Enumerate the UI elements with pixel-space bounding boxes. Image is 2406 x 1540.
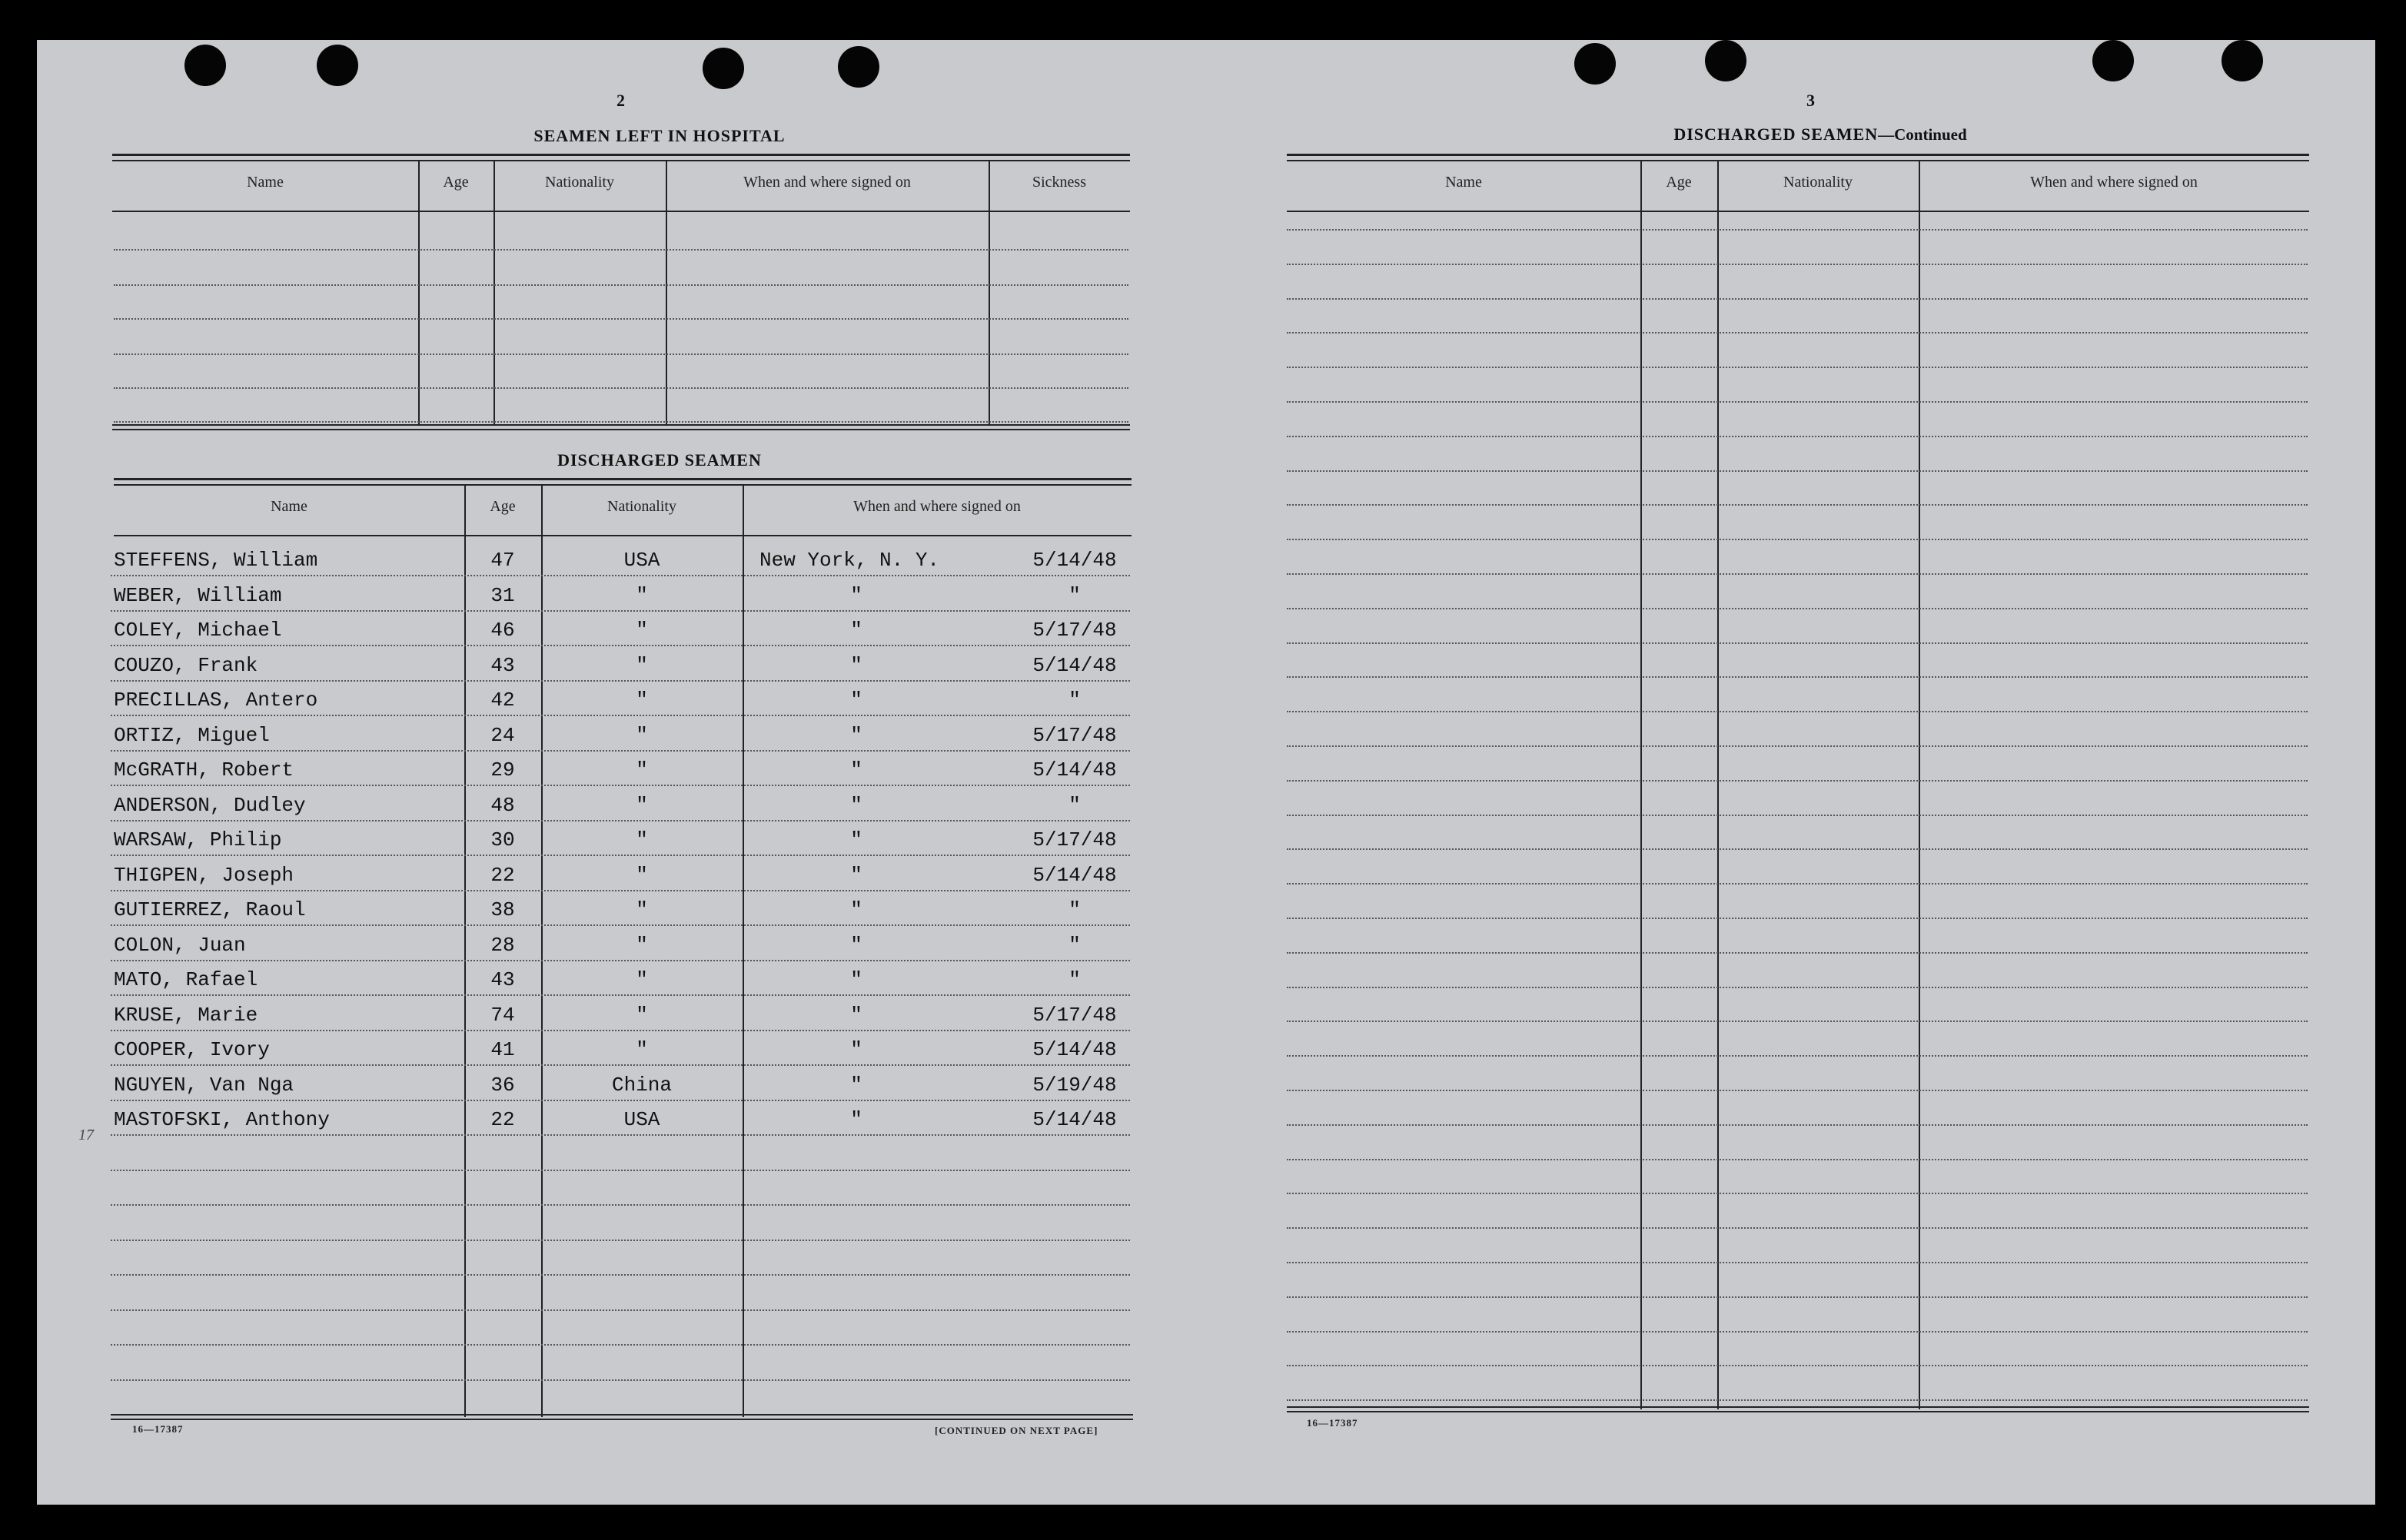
signed-on-date: " <box>1068 898 1081 921</box>
dotted-row-line <box>111 890 1130 891</box>
dotted-row-line <box>111 1134 1130 1136</box>
seaman-age: 22 <box>490 1108 515 1131</box>
dotted-row-line <box>1287 848 2308 850</box>
dotted-row-line <box>111 1240 1130 1241</box>
dotted-row-line <box>1287 1193 2308 1194</box>
dotted-row-line <box>1287 470 2308 472</box>
seaman-age: 22 <box>490 864 515 887</box>
signed-on-place: " <box>850 1108 862 1131</box>
dotted-row-line <box>1287 1365 2308 1366</box>
table-bottom-rule <box>112 429 1130 430</box>
seaman-nationality: " <box>636 794 648 817</box>
seaman-nationality: " <box>636 864 648 887</box>
dotted-row-line <box>1287 815 2308 816</box>
signed-on-place: " <box>850 794 862 817</box>
dotted-row-line <box>1287 298 2308 300</box>
column-header: Age <box>490 498 516 515</box>
signed-on-date: 5/17/48 <box>1032 619 1117 642</box>
punch-hole <box>1705 40 1746 81</box>
signed-on-place: " <box>850 758 862 782</box>
seaman-name: STEFFENS, William <box>114 549 318 572</box>
dotted-row-line <box>111 994 1130 996</box>
signed-on-place: " <box>850 864 862 887</box>
signed-on-place: " <box>850 968 862 991</box>
dotted-row-line <box>111 575 1130 576</box>
dotted-row-line <box>114 318 1128 320</box>
signed-on-place: " <box>850 654 862 677</box>
column-header: Sickness <box>1032 174 1086 191</box>
seaman-nationality: " <box>636 654 648 677</box>
signed-on-place: " <box>850 724 862 747</box>
dotted-row-line <box>111 1064 1130 1066</box>
seaman-age: 43 <box>490 968 515 991</box>
signed-on-place: " <box>850 1004 862 1027</box>
column-header: Name <box>1445 174 1482 191</box>
column-header: When and where signed on <box>743 174 911 191</box>
punch-hole <box>703 48 744 89</box>
seaman-age: 38 <box>490 898 515 921</box>
seaman-age: 43 <box>490 654 515 677</box>
signed-on-date: " <box>1068 794 1081 817</box>
signed-on-date: " <box>1068 934 1081 957</box>
seaman-nationality: " <box>636 724 648 747</box>
seaman-nationality: " <box>636 828 648 851</box>
seaman-age: 30 <box>490 828 515 851</box>
signed-on-date: 5/14/48 <box>1032 864 1117 887</box>
column-divider <box>666 161 667 426</box>
signed-on-place: " <box>850 689 862 712</box>
punch-hole <box>184 45 226 86</box>
seaman-nationality: " <box>636 689 648 712</box>
dotted-row-line <box>111 1379 1130 1381</box>
seaman-nationality: " <box>636 584 648 607</box>
seaman-nationality: " <box>636 898 648 921</box>
signed-on-date: 5/17/48 <box>1032 1004 1117 1027</box>
dotted-row-line <box>1287 539 2308 540</box>
column-divider <box>743 486 744 1417</box>
form-number: 16—17387 <box>1307 1417 1358 1429</box>
signed-on-date: 5/17/48 <box>1032 828 1117 851</box>
dotted-row-line <box>1287 332 2308 334</box>
double-rule <box>1287 154 2309 156</box>
dotted-row-line <box>111 1204 1130 1206</box>
page-number: 3 <box>1806 91 1816 110</box>
signed-on-date: " <box>1068 689 1081 712</box>
seaman-name: PRECILLAS, Antero <box>114 689 318 712</box>
dotted-row-line <box>1287 436 2308 437</box>
title-suffix: —Continued <box>1878 125 1967 144</box>
seaman-nationality: China <box>611 1074 672 1097</box>
header-rule <box>114 535 1132 536</box>
seaman-name: GUTIERREZ, Raoul <box>114 898 306 921</box>
dotted-row-line <box>1287 1090 2308 1091</box>
seaman-name: MATO, Rafael <box>114 968 258 991</box>
dotted-row-line <box>111 855 1130 856</box>
dotted-row-line <box>1287 745 2308 747</box>
column-divider <box>1640 161 1642 1409</box>
seaman-name: WARSAW, Philip <box>114 828 282 851</box>
continued-note: [CONTINUED ON NEXT PAGE] <box>935 1425 1098 1436</box>
dotted-row-line <box>1287 1227 2308 1229</box>
seaman-age: 42 <box>490 689 515 712</box>
header-rule <box>112 211 1130 212</box>
dotted-row-line <box>111 960 1130 961</box>
dotted-row-line <box>1287 573 2308 575</box>
signed-on-place: " <box>850 1038 862 1061</box>
dotted-row-line <box>1287 401 2308 403</box>
table-bottom-rule <box>1287 1406 2309 1408</box>
signed-on-date: 5/19/48 <box>1032 1074 1117 1097</box>
table-bottom-rule <box>1287 1411 2309 1412</box>
seaman-name: THIGPEN, Joseph <box>114 864 294 887</box>
dotted-row-line <box>111 715 1130 716</box>
dotted-row-line <box>114 387 1128 389</box>
signed-on-place: " <box>850 898 862 921</box>
seaman-nationality: " <box>636 758 648 782</box>
signed-on-date: 5/14/48 <box>1032 1038 1117 1061</box>
seaman-age: 24 <box>490 724 515 747</box>
column-header: Name <box>247 174 284 191</box>
seaman-name: WEBER, William <box>114 584 282 607</box>
column-header: When and where signed on <box>2030 174 2198 191</box>
column-header: Nationality <box>607 498 676 515</box>
signed-on-date: 5/17/48 <box>1032 724 1117 747</box>
seaman-age: 74 <box>490 1004 515 1027</box>
dotted-row-line <box>114 284 1128 286</box>
dotted-row-line <box>1287 987 2308 988</box>
signed-on-date: 5/14/48 <box>1032 758 1117 782</box>
dotted-row-line <box>114 421 1128 423</box>
seaman-age: 28 <box>490 934 515 957</box>
column-divider <box>1919 161 1920 1409</box>
table-bottom-rule <box>111 1414 1133 1416</box>
seaman-age: 36 <box>490 1074 515 1097</box>
dotted-row-line <box>1287 1296 2308 1298</box>
column-divider <box>989 161 990 426</box>
dotted-row-line <box>1287 504 2308 506</box>
dotted-row-line <box>1287 229 2308 231</box>
column-header: Nationality <box>545 174 614 191</box>
seaman-name: McGRATH, Robert <box>114 758 294 782</box>
dotted-row-line <box>1287 1331 2308 1333</box>
seaman-age: 41 <box>490 1038 515 1061</box>
dotted-row-line <box>111 1100 1130 1101</box>
dotted-row-line <box>1287 1262 2308 1263</box>
double-rule <box>114 484 1132 486</box>
dotted-row-line <box>1287 1124 2308 1126</box>
dotted-row-line <box>1287 676 2308 678</box>
dotted-row-line <box>111 1030 1130 1031</box>
column-header: Age <box>443 174 469 191</box>
double-rule <box>114 478 1132 480</box>
signed-on-place: " <box>850 619 862 642</box>
dotted-row-line <box>111 1170 1130 1171</box>
seaman-age: 48 <box>490 794 515 817</box>
signed-on-place: " <box>850 934 862 957</box>
seaman-age: 46 <box>490 619 515 642</box>
column-header: Nationality <box>1783 174 1853 191</box>
dotted-row-line <box>111 924 1130 926</box>
dotted-row-line <box>1287 608 2308 609</box>
dotted-row-line <box>1287 264 2308 265</box>
seaman-name: COUZO, Frank <box>114 654 258 677</box>
signed-on-date: " <box>1068 584 1081 607</box>
header-rule <box>1287 211 2309 212</box>
seaman-nationality: " <box>636 1038 648 1061</box>
title-main: DISCHARGED SEAMEN <box>1673 124 1879 144</box>
dotted-row-line <box>1287 780 2308 782</box>
dotted-row-line <box>111 610 1130 612</box>
column-header: Name <box>271 498 307 515</box>
dotted-row-line <box>111 1344 1130 1346</box>
dotted-row-line <box>1287 1399 2308 1401</box>
dotted-row-line <box>114 249 1128 251</box>
seaman-nationality: " <box>636 934 648 957</box>
seaman-name: COOPER, Ivory <box>114 1038 270 1061</box>
discharged-section-title: DISCHARGED SEAMEN <box>557 450 762 470</box>
seaman-name: ANDERSON, Dudley <box>114 794 306 817</box>
seaman-name: MASTOFSKI, Anthony <box>114 1108 330 1131</box>
double-rule <box>112 154 1130 156</box>
seaman-age: 31 <box>490 584 515 607</box>
seaman-nationality: " <box>636 1004 648 1027</box>
dotted-row-line <box>1287 1021 2308 1022</box>
signed-on-date: 5/14/48 <box>1032 1108 1117 1131</box>
punch-hole <box>1574 43 1616 85</box>
signed-on-place: New York, N. Y. <box>759 549 940 572</box>
punch-hole <box>2092 40 2134 81</box>
dotted-row-line <box>1287 642 2308 644</box>
double-rule <box>1287 160 2309 161</box>
dotted-row-line <box>111 1274 1130 1276</box>
dotted-row-line <box>1287 952 2308 954</box>
dotted-row-line <box>111 680 1130 682</box>
seaman-nationality: USA <box>623 549 660 572</box>
dotted-row-line <box>111 1309 1130 1311</box>
dotted-row-line <box>1287 367 2308 368</box>
signed-on-place: " <box>850 1074 862 1097</box>
dotted-row-line <box>111 785 1130 786</box>
column-divider <box>418 161 420 426</box>
form-number: 16—17387 <box>132 1423 184 1435</box>
dotted-row-line <box>111 750 1130 752</box>
signed-on-date: 5/14/48 <box>1032 654 1117 677</box>
dotted-row-line <box>1287 1159 2308 1160</box>
double-rule <box>112 160 1130 161</box>
seaman-name: COLEY, Michael <box>114 619 282 642</box>
hospital-section-title: SEAMEN LEFT IN HOSPITAL <box>533 126 786 145</box>
seaman-age: 29 <box>490 758 515 782</box>
dotted-row-line <box>111 645 1130 646</box>
signed-on-date: 5/14/48 <box>1032 549 1117 572</box>
dotted-row-line <box>1287 918 2308 919</box>
seaman-nationality: USA <box>623 1108 660 1131</box>
seaman-name: NGUYEN, Van Nga <box>114 1074 294 1097</box>
dotted-row-line <box>1287 711 2308 712</box>
document-sheet <box>37 40 2375 1505</box>
seaman-nationality: " <box>636 968 648 991</box>
margin-note: 17 <box>78 1127 94 1143</box>
table-bottom-rule <box>112 424 1130 426</box>
column-divider <box>1717 161 1719 1409</box>
seaman-name: COLON, Juan <box>114 934 246 957</box>
signed-on-date: " <box>1068 968 1081 991</box>
dotted-row-line <box>114 353 1128 355</box>
signed-on-place: " <box>850 584 862 607</box>
dotted-row-line <box>111 820 1130 821</box>
seaman-nationality: " <box>636 619 648 642</box>
punch-hole <box>2222 40 2263 81</box>
page-number: 2 <box>616 91 626 110</box>
discharged-continued-title <box>1605 124 2035 144</box>
dotted-row-line <box>1287 883 2308 885</box>
column-divider <box>493 161 495 426</box>
dotted-row-line <box>1287 1055 2308 1057</box>
column-header: Age <box>1666 174 1692 191</box>
table-bottom-rule <box>111 1419 1133 1420</box>
signed-on-place: " <box>850 828 862 851</box>
punch-hole <box>838 46 879 88</box>
punch-hole <box>317 45 358 86</box>
seaman-name: ORTIZ, Miguel <box>114 724 270 747</box>
column-header: When and where signed on <box>853 498 1021 515</box>
seaman-name: KRUSE, Marie <box>114 1004 258 1027</box>
seaman-age: 47 <box>490 549 515 572</box>
